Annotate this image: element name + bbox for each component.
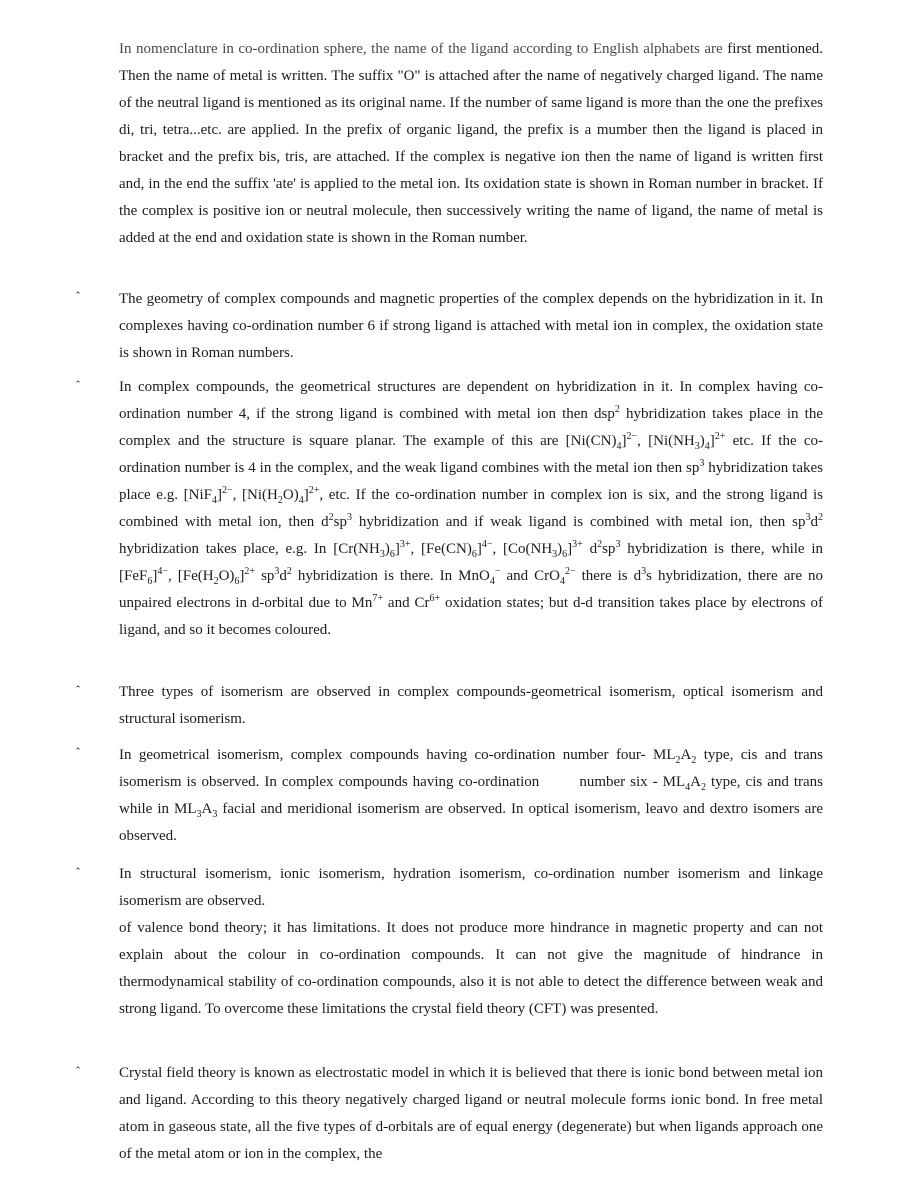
nomenclature-text: first mentioned. Then the name of metal is written. The suffix "O" is attached after the name of negatively charged ligand. The name of the neutral ligand is mentioned as its original name. If the number of same ligand is more than the one the prefixes di, tri, tetra...etc. are applied. In the prefix of organic ligand, the prefix is a mumber then the ligand is placed in bracket and the prefix bis, tris, are attached. If the complex is negative ion then the name of ligand is written first and, in the end the suffix 'ate' is applied to the metal ion. Its oxidation state is shown in Roman number in bracket. If the complex is positive ion or neutral molecule, then successively writing the name of ligand, the name of metal is added at the end and oxidation state is shown in the Roman number.: [119, 41, 824, 246]
geometry-magnetic-paragraph: The geometry of complex compounds and magnetic properties of the complex depends on the hybridization in it. In complexes having co-ordination number 6 if strong ligand is attached with metal ion in complex, the oxidation state is shown in Roman numbers.: [119, 291, 823, 361]
bullet-icon: ˆ: [76, 289, 80, 303]
bullet-icon: ˆ: [76, 1064, 80, 1078]
bullet-icon: ˆ: [76, 683, 80, 697]
bullet-icon: ˆ: [76, 745, 80, 759]
geometrical-isomerism-paragraph: In geometrical isomerism, complex compounds having co-ordination number four- $ML_2A_2$ type, cis and trans isomerism is observed. In complex compounds having co-ordination number six - $ML_4A_2$ type, cis and trans while in $ML_3A_3$ facial and meridional isomerism are observed. In optical isomerism, leavo and dextro isomers are observed.: [119, 747, 823, 844]
structural-isomerism-paragraph: [119, 861, 823, 1023]
crystal-field-theory-paragraph: Crystal field theory is known as electrostatic model in which it is believed that there is ionic bond between metal ion and ligand. According to this theory negatively charged ligand or neutral molecule forms ionic bond. In free metal atom in gaseous state, all the five types of d-orbitals are of equal energy (degenerate) but when ligands approach one of the metal atom or ion in the complex, the: [119, 1065, 823, 1162]
nomenclature-paragraph: [119, 36, 823, 252]
isomerism-types-paragraph: Three types of isomerism are observed in complex compounds-geometrical isomerism, optical isomerism and structural isomerism.: [119, 684, 823, 727]
structural-isomerism-text: In structural isomerism, ionic isomerism, hydration isomerism, co-ordination number isomerism and linkage isomerism are observed.: [119, 866, 823, 909]
vbt-limitations-text: of valence bond theory; it has limitations. It does not produce more hindrance in magnetic property and can not explain about the colour in co-ordination compounds. It can not give the magnitude of hindrance in thermodynamical stability of co-ordination compounds, also it is not able to detect the difference between weak and strong ligand. To overcome these limitations the crystal field theory (CFT) was presented.: [119, 920, 823, 1017]
cut-off-first-line: In nomenclature in co-ordination sphere, the name of the ligand according to English alphabets are: [119, 41, 723, 57]
bullet-icon: ˆ: [76, 865, 80, 879]
bullet-icon: ˆ: [76, 378, 80, 392]
hybridization-paragraph: In complex compounds, the geometrical structures are dependent on hybridization in it. In complex having co-ordination number 4, if the strong ligand is combined with metal ion then dsp$^2$ hybridization takes place in the complex and the structure is square planar. The example of this are $[Ni(CN)_4]^{2-}$, $[Ni(NH_3)_4]^{2+}$ etc. If the co-ordination number is 4 in the complex, and the weak ligand combines with the metal ion then $sp^3$ hybridization takes place e.g. $[NiF_4]^{2-}$, $[Ni(H_2O)_4]^{2+}$, etc. If the co-ordination number in complex ion is six, and the strong ligand is combined with metal ion, then $d^2sp^3$ hybridization and if weak ligand is combined with metal ion, then $sp^3d^2$ hybridization takes place, e.g. In $[Cr(NH_3)_6]^{3+}$, $[Fe(CN)_6]^{4-}$, $[Co(NH_3)_6]^{3+}$ $d^2sp^3$ hybridization is there, while in $[FeF_6]^{4-}$, $[Fe(H_2O)_6]^{2+}$ $sp^3d^2$ hybridization is there. In MnO$_4$− and CrO$_4^{2-}$ there is $d^3s$ hybridization, there are no unpaired electrons in d-orbital due to $Mn^{7+}$ and $Cr^{6+}$ oxidation states; but d-d transition takes place by electrons of ligand, and so it becomes coloured.: [119, 379, 824, 638]
